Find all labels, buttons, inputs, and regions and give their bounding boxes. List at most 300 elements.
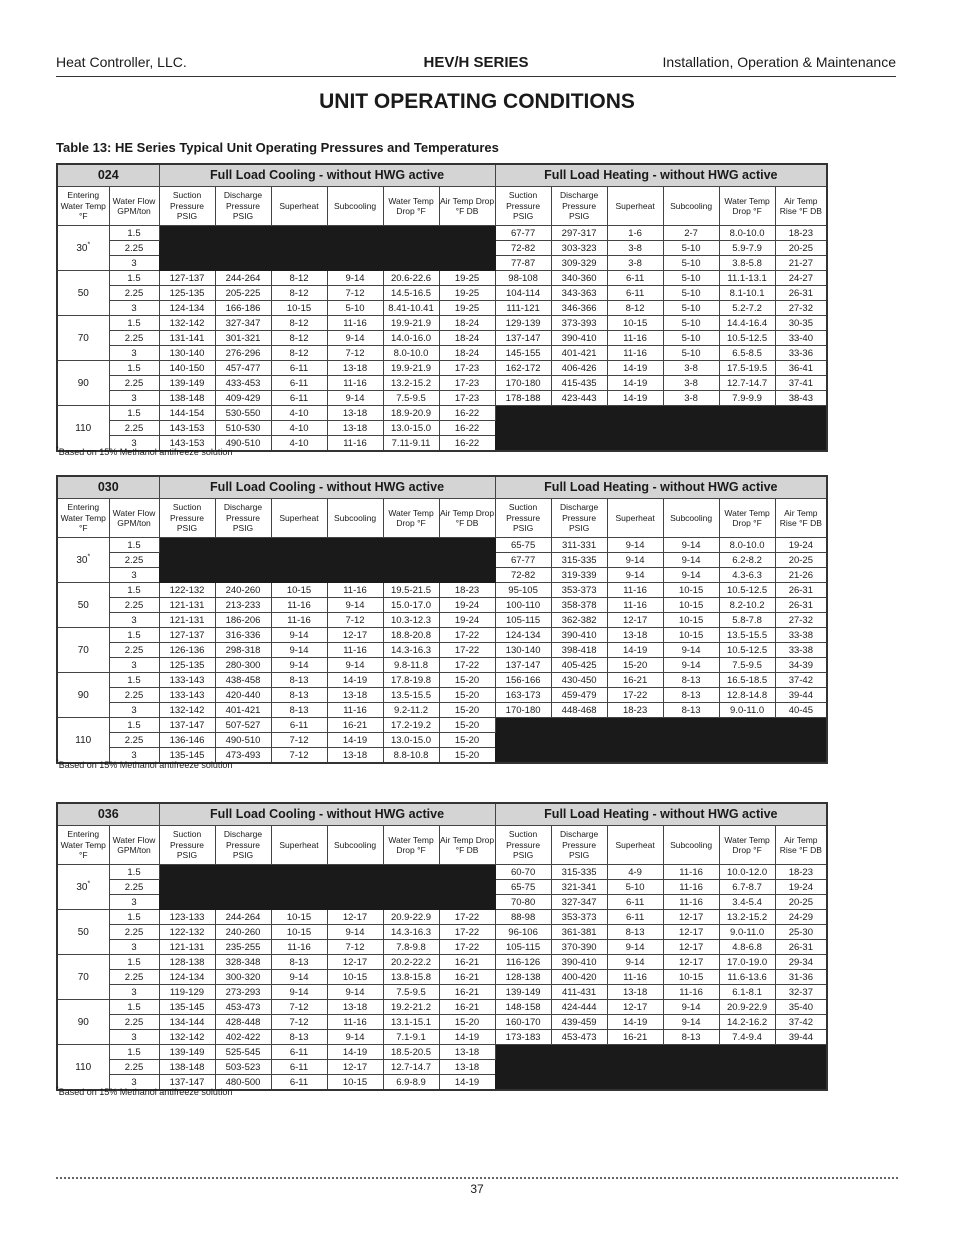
cooling-cell: 15-20 (439, 688, 495, 703)
cooling-cell: 16-22 (439, 436, 495, 452)
cooling-cell: 139-149 (159, 1045, 215, 1060)
page-number: 37 (470, 1182, 484, 1196)
cooling-not-applicable (159, 865, 495, 910)
water-flow: 3 (109, 346, 159, 361)
heating-cell: 9-14 (607, 553, 663, 568)
entering-water-temp (57, 583, 109, 628)
water-flow: 1.5 (109, 673, 159, 688)
table-row (57, 688, 827, 703)
cooling-cell: 9-14 (271, 643, 327, 658)
cooling-cell: 15-20 (439, 673, 495, 688)
heating-cell: 362-382 (551, 613, 607, 628)
table-row (57, 703, 827, 718)
heating-cell: 12-17 (663, 940, 719, 955)
heating-cell: 424-444 (551, 1000, 607, 1015)
cooling-cell: 17-22 (439, 658, 495, 673)
heating-cell: 3.8-5.8 (719, 256, 775, 271)
heating-cell: 6.1-8.1 (719, 985, 775, 1000)
cooling-cell: 13.8-15.8 (383, 970, 439, 985)
water-flow: 2.25 (109, 1015, 159, 1030)
cooling-cell: 433-453 (215, 376, 271, 391)
column-header-water-rise: Water Temp Drop °F (719, 826, 775, 865)
heating-cell: 411-431 (551, 985, 607, 1000)
cooling-cell: 127-137 (159, 628, 215, 643)
cooling-cell: 7-12 (271, 748, 327, 764)
column-header-suction: Suction Pressure PSIG (495, 826, 551, 865)
column-header-entering-water: Entering Water Temp °F (57, 499, 109, 538)
cooling-cell: 409-429 (215, 391, 271, 406)
entering-water-temp (57, 673, 109, 718)
water-flow: 1.5 (109, 628, 159, 643)
heating-cell: 11.1-13.1 (719, 271, 775, 286)
cooling-cell: 298-318 (215, 643, 271, 658)
cooling-cell: 9-14 (271, 970, 327, 985)
cooling-cell: 13-18 (327, 688, 383, 703)
water-flow: 1.5 (109, 226, 159, 241)
cooling-cell: 16-21 (439, 1000, 495, 1015)
cooling-cell: 19.2-21.2 (383, 1000, 439, 1015)
cooling-cell: 11-16 (327, 1015, 383, 1030)
temp-value: 30 (76, 554, 88, 566)
heating-cell: 100-110 (495, 598, 551, 613)
cooling-cell: 10.3-12.3 (383, 613, 439, 628)
table-row (57, 376, 827, 391)
water-flow: 1.5 (109, 361, 159, 376)
heating-cell: 3.4-5.4 (719, 895, 775, 910)
column-header-water-rise: Water Temp Drop °F (719, 187, 775, 226)
manual-name: Installation, Operation & Maintenance (662, 54, 896, 70)
footnote-marker: * (87, 241, 91, 249)
footnote-text: Based on 15% Methanol antifreeze solution (58, 447, 233, 457)
heating-cell: 5-10 (663, 331, 719, 346)
heating-cell: 9-14 (663, 553, 719, 568)
heating-cell: 27-32 (775, 301, 827, 316)
table-row (57, 1030, 827, 1045)
column-header-subcooling: Subcooling (663, 826, 719, 865)
column-header-suction: Suction Pressure PSIG (495, 187, 551, 226)
water-flow: 1.5 (109, 538, 159, 553)
cooling-cell: 8.8-10.8 (383, 748, 439, 764)
entering-water-temp (57, 316, 109, 361)
entering-water-temp (57, 910, 109, 955)
heating-cell: 11-16 (607, 346, 663, 361)
cooling-not-applicable (159, 538, 495, 583)
cooling-cell: 166-186 (215, 301, 271, 316)
cooling-cell: 8.41-10.41 (383, 301, 439, 316)
heating-cell: 9-14 (607, 568, 663, 583)
water-flow: 2.25 (109, 241, 159, 256)
cooling-cell: 133-143 (159, 673, 215, 688)
heating-cell: 145-155 (495, 346, 551, 361)
table-row (57, 865, 827, 880)
column-header-suction: Suction Pressure PSIG (159, 826, 215, 865)
heating-cell: 37-41 (775, 376, 827, 391)
footnote-marker: * (56, 759, 59, 766)
footnote-marker: * (56, 1086, 59, 1093)
column-header-subcooling: Subcooling (327, 499, 383, 538)
company-name: Heat Controller, LLC. (56, 54, 187, 70)
heating-cell: 453-473 (551, 1030, 607, 1045)
entering-water-temp (57, 1000, 109, 1045)
column-header-subcooling: Subcooling (327, 826, 383, 865)
cooling-cell: 244-264 (215, 910, 271, 925)
temp-value: 50 (77, 287, 89, 299)
cooling-cell: 16-21 (439, 985, 495, 1000)
operating-table-024 (56, 163, 828, 452)
footnote (56, 1087, 232, 1097)
heating-cell: 33-36 (775, 346, 827, 361)
water-flow: 3 (109, 940, 159, 955)
column-header-subcooling: Subcooling (327, 187, 383, 226)
cooling-cell: 17.8-19.8 (383, 673, 439, 688)
cooling-cell: 11-16 (271, 598, 327, 613)
heating-cell: 390-410 (551, 955, 607, 970)
cooling-cell: 143-153 (159, 436, 215, 452)
heating-cell: 430-450 (551, 673, 607, 688)
heating-cell: 6-11 (607, 286, 663, 301)
heating-cell: 415-435 (551, 376, 607, 391)
cooling-cell: 6-11 (271, 361, 327, 376)
temp-value: 70 (77, 644, 89, 656)
cooling-cell: 14-19 (327, 1045, 383, 1060)
cooling-cell: 132-142 (159, 316, 215, 331)
heating-cell: 11-16 (663, 895, 719, 910)
cooling-cell: 530-550 (215, 406, 271, 421)
water-flow: 3 (109, 985, 159, 1000)
cooling-cell: 124-134 (159, 970, 215, 985)
cooling-cell: 8-13 (271, 688, 327, 703)
entering-water-temp (57, 865, 109, 910)
cooling-cell: 18-23 (439, 583, 495, 598)
series-name: HEV/H SERIES (423, 54, 529, 71)
cooling-cell: 14-19 (327, 733, 383, 748)
heating-cell: 340-360 (551, 271, 607, 286)
heating-cell: 9-14 (663, 568, 719, 583)
cooling-cell: 4-10 (271, 406, 327, 421)
cooling-cell: 15-20 (439, 1015, 495, 1030)
cooling-header: Full Load Cooling - without HWG active (159, 476, 495, 499)
heating-cell: 5-10 (663, 301, 719, 316)
heating-cell: 5.9-7.9 (719, 241, 775, 256)
cooling-cell: 244-264 (215, 271, 271, 286)
heating-cell: 16-21 (607, 673, 663, 688)
heating-cell: 327-347 (551, 895, 607, 910)
heating-cell: 26-31 (775, 940, 827, 955)
cooling-cell: 12-17 (327, 910, 383, 925)
cooling-cell: 14-19 (439, 1030, 495, 1045)
heating-cell: 3-8 (607, 241, 663, 256)
heating-cell: 5-10 (663, 286, 719, 301)
cooling-cell: 7-12 (327, 286, 383, 301)
cooling-cell: 420-440 (215, 688, 271, 703)
table-row (57, 1045, 827, 1060)
water-flow: 3 (109, 436, 159, 452)
cooling-cell: 4-10 (271, 421, 327, 436)
water-flow: 2.25 (109, 925, 159, 940)
heating-cell: 32-37 (775, 985, 827, 1000)
water-flow: 2.25 (109, 970, 159, 985)
column-header-air-rise: Air Temp Rise °F DB (775, 187, 827, 226)
cooling-cell: 457-477 (215, 361, 271, 376)
heating-cell: 10.5-12.5 (719, 583, 775, 598)
cooling-cell: 127-137 (159, 271, 215, 286)
cooling-cell: 119-129 (159, 985, 215, 1000)
water-flow: 1.5 (109, 955, 159, 970)
cooling-cell: 18.8-20.8 (383, 628, 439, 643)
column-header-water-drop: Water Temp Drop °F (383, 826, 439, 865)
cooling-cell: 525-545 (215, 1045, 271, 1060)
cooling-cell: 6-11 (271, 391, 327, 406)
cooling-cell: 7-12 (271, 733, 327, 748)
heating-cell: 303-323 (551, 241, 607, 256)
table-row (57, 925, 827, 940)
header-divider (56, 76, 896, 77)
footnote-marker: * (87, 553, 91, 561)
cooling-cell: 17-23 (439, 391, 495, 406)
table-row (57, 985, 827, 1000)
cooling-cell: 19-25 (439, 271, 495, 286)
temp-value: 50 (77, 926, 89, 938)
heating-cell: 37-42 (775, 673, 827, 688)
heating-cell: 128-138 (495, 970, 551, 985)
cooling-cell: 9-14 (327, 391, 383, 406)
table-caption: Table 13: HE Series Typical Unit Operating Pressures and Temperatures (56, 140, 499, 155)
cooling-cell: 9-14 (271, 658, 327, 673)
heating-cell: 8-13 (663, 673, 719, 688)
heating-cell: 10-15 (663, 598, 719, 613)
table-row (57, 331, 827, 346)
cooling-cell: 19-25 (439, 301, 495, 316)
cooling-cell: 13-18 (327, 421, 383, 436)
heating-cell: 72-82 (495, 241, 551, 256)
heating-cell: 11-16 (607, 598, 663, 613)
column-header-subcooling: Subcooling (663, 187, 719, 226)
cooling-cell: 8-12 (271, 316, 327, 331)
heating-cell: 6.7-8.7 (719, 880, 775, 895)
cooling-cell: 9-14 (271, 985, 327, 1000)
heating-not-applicable (495, 406, 827, 452)
heating-cell: 26-31 (775, 598, 827, 613)
cooling-cell: 6-11 (271, 1075, 327, 1091)
cooling-cell: 128-138 (159, 955, 215, 970)
water-flow: 3 (109, 1075, 159, 1091)
water-flow: 2.25 (109, 331, 159, 346)
heating-cell: 67-77 (495, 553, 551, 568)
cooling-cell: 7.11-9.11 (383, 436, 439, 452)
entering-water-temp (57, 406, 109, 452)
table-row (57, 910, 827, 925)
cooling-cell: 9-14 (327, 658, 383, 673)
heating-cell: 14-19 (607, 376, 663, 391)
heating-cell: 139-149 (495, 985, 551, 1000)
operating-table-030 (56, 475, 828, 764)
heating-cell: 6.5-8.5 (719, 346, 775, 361)
heating-cell: 12.8-14.8 (719, 688, 775, 703)
footnote-marker: * (56, 446, 59, 453)
cooling-cell: 15.0-17.0 (383, 598, 439, 613)
water-flow: 3 (109, 748, 159, 764)
heating-cell: 11-16 (663, 880, 719, 895)
cooling-cell: 14.3-16.3 (383, 925, 439, 940)
heating-cell: 105-115 (495, 613, 551, 628)
cooling-cell: 6.9-8.9 (383, 1075, 439, 1091)
cooling-cell: 300-320 (215, 970, 271, 985)
column-header-discharge: Discharge Pressure PSIG (551, 187, 607, 226)
heating-cell: 124-134 (495, 628, 551, 643)
entering-water-temp (57, 361, 109, 406)
heating-cell: 4.3-6.3 (719, 568, 775, 583)
heating-cell: 1-6 (607, 226, 663, 241)
heating-cell: 173-183 (495, 1030, 551, 1045)
heating-cell: 315-335 (551, 865, 607, 880)
heating-cell: 9-14 (663, 538, 719, 553)
cooling-cell: 490-510 (215, 436, 271, 452)
heating-cell: 34-39 (775, 658, 827, 673)
heating-cell: 67-77 (495, 226, 551, 241)
cooling-cell: 13.2-15.2 (383, 376, 439, 391)
heating-cell: 111-121 (495, 301, 551, 316)
heating-cell: 72-82 (495, 568, 551, 583)
heating-cell: 9-14 (663, 1015, 719, 1030)
cooling-cell: 7.5-9.5 (383, 391, 439, 406)
cooling-cell: 13-18 (327, 361, 383, 376)
water-flow: 1.5 (109, 406, 159, 421)
cooling-cell: 17-22 (439, 925, 495, 940)
column-header-suction: Suction Pressure PSIG (159, 499, 215, 538)
table-row (57, 226, 827, 241)
column-header-water-flow: Water Flow GPM/ton (109, 826, 159, 865)
heating-cell: 39-44 (775, 1030, 827, 1045)
cooling-cell: 7.5-9.5 (383, 985, 439, 1000)
cooling-cell: 328-348 (215, 955, 271, 970)
heating-cell: 12-17 (663, 910, 719, 925)
cooling-cell: 121-131 (159, 940, 215, 955)
temp-value: 30 (76, 881, 88, 893)
heating-cell: 390-410 (551, 628, 607, 643)
heating-cell: 9-14 (663, 1000, 719, 1015)
column-header-water-drop: Water Temp Drop °F (383, 499, 439, 538)
heating-cell: 40-45 (775, 703, 827, 718)
heating-cell: 18-23 (775, 226, 827, 241)
cooling-cell: 12-17 (327, 1060, 383, 1075)
heating-cell: 96-106 (495, 925, 551, 940)
cooling-cell: 401-421 (215, 703, 271, 718)
heating-cell: 401-421 (551, 346, 607, 361)
cooling-cell: 9-14 (271, 628, 327, 643)
table-row (57, 361, 827, 376)
cooling-cell: 17-23 (439, 376, 495, 391)
heating-cell: 9.0-11.0 (719, 703, 775, 718)
heating-cell: 116-126 (495, 955, 551, 970)
heating-cell: 406-426 (551, 361, 607, 376)
heating-cell: 311-331 (551, 538, 607, 553)
column-header-air-drop: Air Temp Drop °F DB (439, 187, 495, 226)
cooling-cell: 12.7-14.7 (383, 1060, 439, 1075)
cooling-cell: 240-260 (215, 583, 271, 598)
heating-cell: 170-180 (495, 703, 551, 718)
column-header-superheat: Superheat (607, 187, 663, 226)
footer-divider (56, 1177, 898, 1179)
page-title: UNIT OPERATING CONDITIONS (319, 90, 635, 113)
cooling-cell: 15-20 (439, 703, 495, 718)
heating-cell: 162-172 (495, 361, 551, 376)
heating-cell: 130-140 (495, 643, 551, 658)
cooling-cell: 17-22 (439, 940, 495, 955)
heating-cell: 17-22 (607, 688, 663, 703)
cooling-cell: 131-141 (159, 331, 215, 346)
cooling-cell: 11-16 (327, 436, 383, 452)
column-header-air-rise: Air Temp Rise °F DB (775, 499, 827, 538)
cooling-cell: 402-422 (215, 1030, 271, 1045)
cooling-not-applicable (159, 226, 495, 271)
heating-cell: 14-19 (607, 1015, 663, 1030)
model-number: 024 (57, 164, 159, 187)
cooling-cell: 12-17 (327, 628, 383, 643)
column-header-superheat: Superheat (607, 826, 663, 865)
heating-cell: 19-24 (775, 538, 827, 553)
water-flow: 1.5 (109, 316, 159, 331)
cooling-cell: 276-296 (215, 346, 271, 361)
water-flow: 2.25 (109, 643, 159, 658)
entering-water-temp (57, 538, 109, 583)
cooling-cell: 14.3-16.3 (383, 643, 439, 658)
water-flow: 3 (109, 895, 159, 910)
heating-not-applicable (495, 718, 827, 764)
footnote (56, 760, 232, 770)
heating-cell: 11.6-13.6 (719, 970, 775, 985)
cooling-cell: 18.9-20.9 (383, 406, 439, 421)
heating-cell: 178-188 (495, 391, 551, 406)
water-flow: 3 (109, 568, 159, 583)
cooling-cell: 123-133 (159, 910, 215, 925)
cooling-cell: 18.5-20.5 (383, 1045, 439, 1060)
cooling-cell: 18-24 (439, 331, 495, 346)
heating-cell: 11-16 (607, 970, 663, 985)
heating-cell: 7.5-9.5 (719, 658, 775, 673)
heating-cell: 346-366 (551, 301, 607, 316)
heating-cell: 14.4-16.4 (719, 316, 775, 331)
cooling-cell: 473-493 (215, 748, 271, 764)
table-row (57, 391, 827, 406)
heating-cell: 36-41 (775, 361, 827, 376)
water-flow: 2.25 (109, 553, 159, 568)
cooling-cell: 17.2-19.2 (383, 718, 439, 733)
cooling-cell: 18-24 (439, 346, 495, 361)
heating-header: Full Load Heating - without HWG active (495, 164, 827, 187)
heating-cell: 319-339 (551, 568, 607, 583)
cooling-cell: 273-293 (215, 985, 271, 1000)
heating-cell: 17.0-19.0 (719, 955, 775, 970)
heating-cell: 98-108 (495, 271, 551, 286)
entering-water-temp (57, 271, 109, 316)
heating-cell: 321-341 (551, 880, 607, 895)
heating-cell: 12-17 (663, 925, 719, 940)
cooling-cell: 14-19 (439, 1075, 495, 1091)
temp-value: 70 (77, 971, 89, 983)
heating-cell: 137-147 (495, 331, 551, 346)
footnote-text: Based on 15% Methanol antifreeze solution (58, 1087, 233, 1097)
cooling-cell: 9-14 (327, 925, 383, 940)
heating-cell: 459-479 (551, 688, 607, 703)
heating-cell: 9.0-11.0 (719, 925, 775, 940)
temp-value: 90 (77, 1016, 89, 1028)
cooling-cell: 327-347 (215, 316, 271, 331)
heating-cell: 95-105 (495, 583, 551, 598)
heating-cell: 163-173 (495, 688, 551, 703)
heating-cell: 26-31 (775, 286, 827, 301)
cooling-cell: 11-16 (271, 613, 327, 628)
cooling-cell: 453-473 (215, 1000, 271, 1015)
